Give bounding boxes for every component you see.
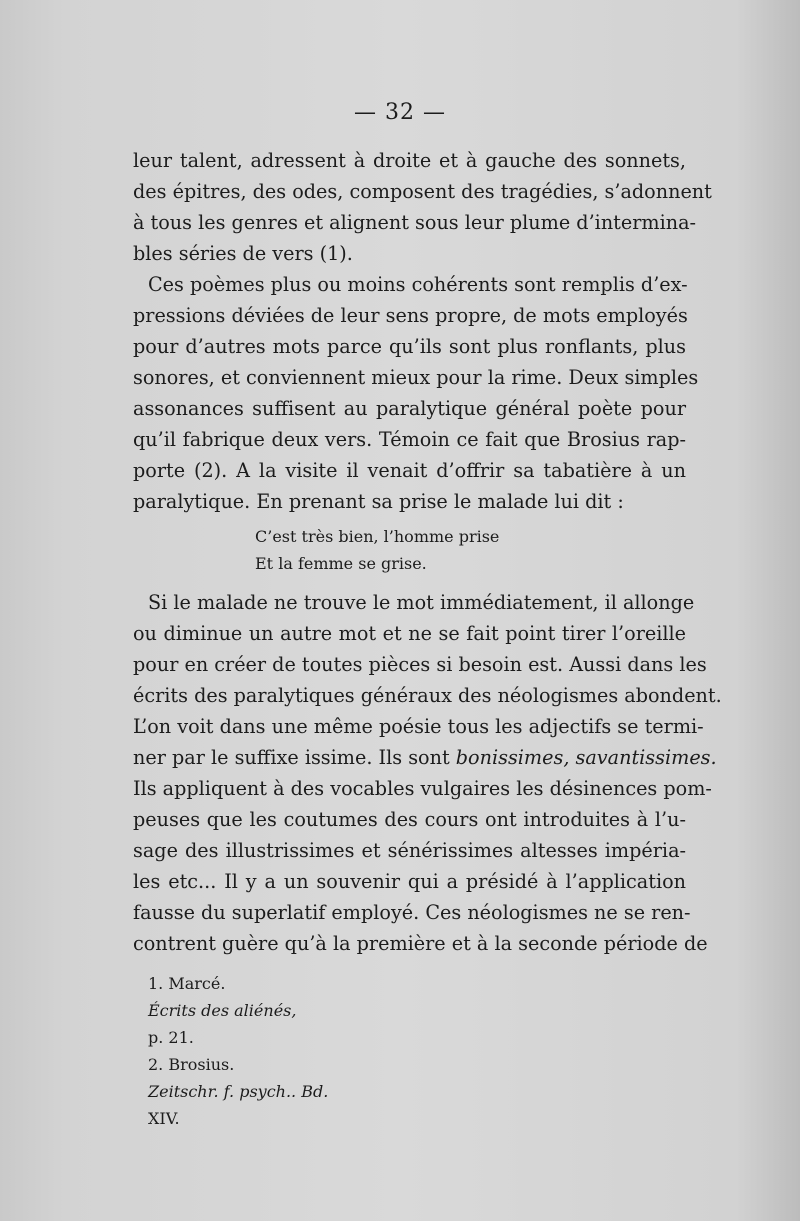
text-line: ou diminue un autre mot et ne se fait point tirer l’oreille — [133, 622, 686, 645]
footnote-suffix: p. 21. — [148, 1028, 194, 1047]
text-line: des épitres, des odes, composent des tragédies, s’adonnent — [133, 180, 712, 203]
footnote-title: Écrits des aliénés, — [148, 1001, 297, 1020]
body-text — [133, 145, 722, 959]
text-line: porte (2). A la visite il venait d’offrir sa tabatière à un — [133, 459, 686, 482]
footnote-suffix: XIV. — [148, 1109, 180, 1128]
text-line: pour d’autres mots parce qu’ils sont plus ronflants, plus — [133, 335, 686, 358]
text-line: écrits des paralytiques généraux des néologismes abondent. — [133, 684, 722, 707]
text-line: Si le malade ne trouve le mot immédiatement, il allonge — [148, 591, 695, 614]
text-segment: ner par le suffixe issime. Ils sont — [133, 746, 456, 769]
text-line: sage des illustrissimes et sénérissimes altesses impéria- — [133, 839, 686, 862]
page-number: — 32 — — [354, 100, 446, 125]
text-line: les etc... Il y a un souvenir qui a présidé à l’application — [133, 870, 686, 893]
footnote-2 — [148, 1051, 708, 1132]
text-line: qu’il fabrique deux vers. Témoin ce fait que Brosius rap- — [133, 428, 686, 451]
text-line: Ils appliquent à des vocables vulgaires les désinences pom- — [133, 777, 712, 800]
text-line: contrent guère qu’à la première et à la seconde période de — [133, 932, 708, 955]
paragraph-2 — [133, 269, 699, 517]
text-line: peuses que les coutumes des cours ont introduites à l’u- — [133, 808, 686, 831]
text-line: sonores, et conviennent mieux pour la rime. Deux simples — [133, 366, 699, 389]
text-line: à tous les genres et alignent sous leur plume d’intermina- — [133, 211, 697, 234]
text-line: leur talent, adressent à droite et à gauche des sonnets, — [133, 149, 686, 172]
text-line: L’on voit dans une même poésie tous les adjectifs se termi- — [133, 715, 704, 738]
text-line: pressions déviées de leur sens propre, de mots employés — [133, 304, 688, 327]
italic-segment: bonissimes, savantissimes. — [455, 746, 717, 769]
text-line: fausse du superlatif employé. Ces néologismes ne se ren- — [133, 901, 691, 924]
verse-line: Et la femme se grise. — [255, 554, 427, 573]
footnotes — [148, 970, 708, 1132]
footnote-prefix: 2. Brosius. — [148, 1055, 235, 1074]
text-line: Ces poèmes plus ou moins cohérents sont remplis d’ex- — [148, 273, 688, 296]
verse-line: C’est très bien, l’homme prise — [255, 527, 500, 546]
footnote-1 — [148, 970, 708, 1051]
footnote-title: Zeitschr. f. psych.. Bd. — [148, 1082, 329, 1101]
text-line: pour en créer de toutes pièces si besoin est. Aussi dans les — [133, 653, 707, 676]
paragraph-3 — [133, 587, 722, 959]
footnote-prefix: 1. Marcé. — [148, 974, 226, 993]
paragraph-1 — [133, 145, 712, 269]
verse-quote — [255, 523, 686, 577]
text-line: paralytique. En prenant sa prise le malade lui dit : — [133, 490, 624, 513]
text-line: bles séries de vers (1). — [133, 242, 353, 265]
text-line-with-italic — [133, 742, 717, 773]
text-line: assonances suffisent au paralytique général poète pour — [133, 397, 686, 420]
